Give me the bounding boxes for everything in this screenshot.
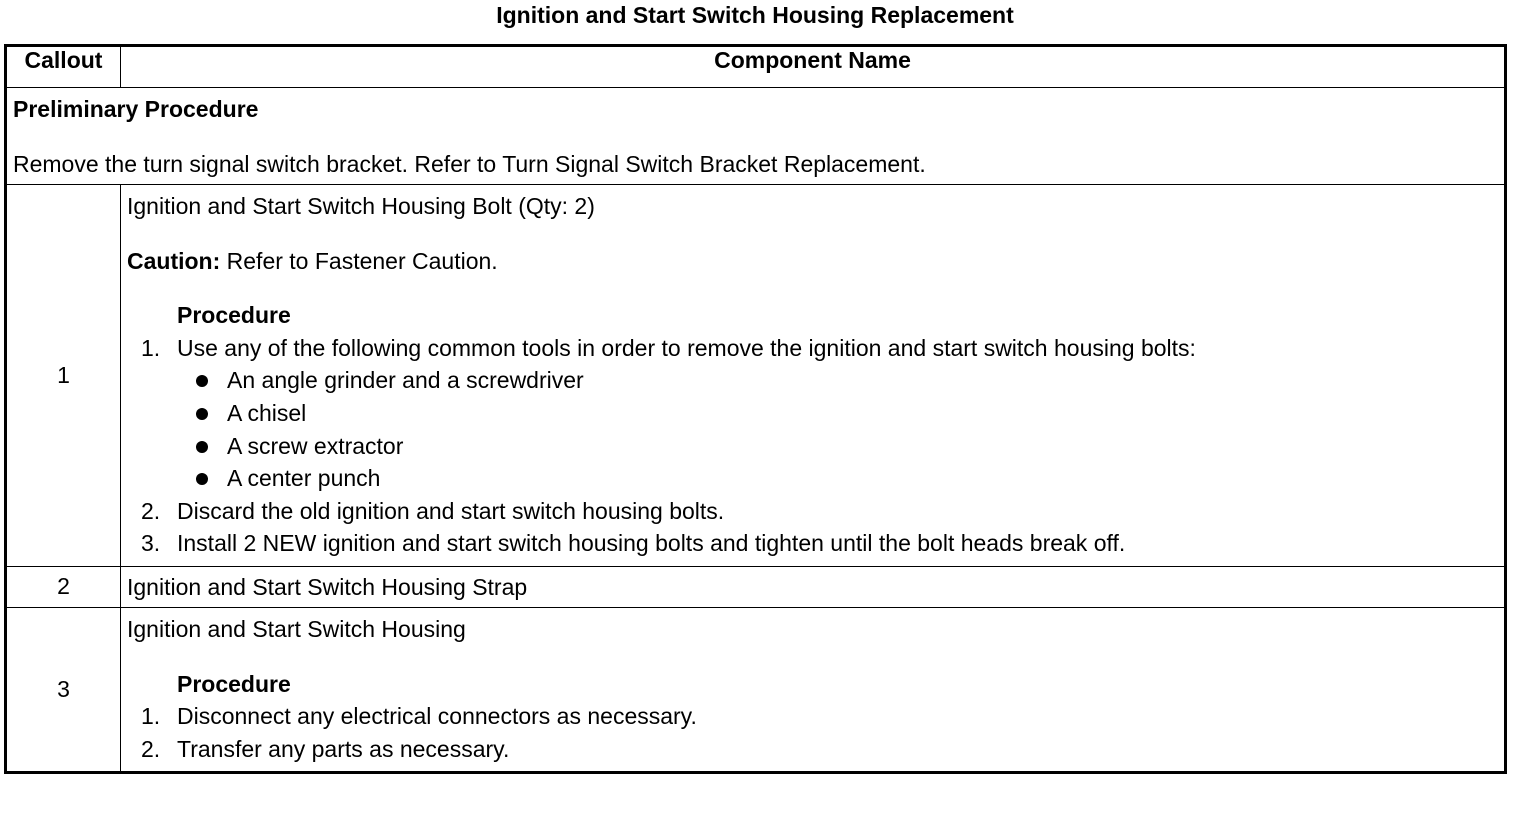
procedure-step: [127, 332, 1498, 495]
procedure-step: [127, 527, 1498, 560]
callout-number: 2: [6, 566, 121, 607]
step-text: Install 2 NEW ignition and start switch housing bolts and tighten until the bolt heads break off.: [177, 530, 1126, 557]
step-number: 1.: [141, 703, 161, 730]
callout-number: 3: [6, 607, 121, 772]
header-callout: Callout: [6, 46, 121, 88]
step-text: Disconnect any electrical connectors as necessary.: [177, 703, 697, 730]
procedure-heading: Procedure: [177, 302, 291, 329]
component-name: Ignition and Start Switch Housing: [127, 615, 466, 642]
step-text: Transfer any parts as necessary.: [177, 735, 510, 762]
list-item: A chisel: [177, 397, 1498, 430]
preliminary-title: Preliminary Procedure: [13, 96, 259, 122]
list-item: A screw extractor: [177, 430, 1498, 463]
table-row: [6, 566, 1506, 607]
component-cell: [121, 607, 1506, 772]
caution-label: Caution:: [127, 247, 221, 274]
procedure-steps: [127, 332, 1498, 560]
procedure-heading: Procedure: [177, 670, 291, 697]
procedure-step: [127, 733, 1498, 766]
preliminary-row: [6, 88, 1506, 185]
step-number: 2.: [141, 735, 161, 762]
step-number: 1.: [141, 334, 161, 361]
step-text: Use any of the following common tools in order to remove the ignition and start switch housing bolts:: [177, 334, 1196, 361]
caution-line: [127, 245, 1498, 278]
callout-number: 1: [6, 185, 121, 567]
document-title: Ignition and Start Switch Housing Replacement: [496, 2, 1014, 28]
table-header-row: [6, 46, 1506, 88]
procedure-step: [127, 495, 1498, 528]
list-item: An angle grinder and a screwdriver: [177, 364, 1498, 397]
component-name: Ignition and Start Switch Housing Bolt (Qty: 2): [127, 193, 595, 219]
component-cell: [121, 185, 1506, 567]
procedure-step: [127, 700, 1498, 733]
list-item: A center punch: [177, 462, 1498, 495]
caution-text: Refer to Fastener Caution.: [220, 247, 498, 274]
step-number: 2.: [141, 497, 161, 524]
tool-list: [177, 364, 1498, 494]
step-text: Discard the old ignition and start switch housing bolts.: [177, 497, 725, 524]
preliminary-text: Remove the turn signal switch bracket. Refer to Turn Signal Switch Bracket Replacement.: [13, 151, 926, 177]
step-number: 3.: [141, 530, 161, 557]
header-component-name: Component Name: [121, 46, 1506, 88]
component-name: Ignition and Start Switch Housing Strap: [121, 566, 1506, 607]
preliminary-cell: [6, 88, 1506, 185]
procedure-steps: [127, 700, 1498, 765]
table-row: [6, 607, 1506, 772]
procedure-table: [4, 44, 1507, 774]
table-row: [6, 185, 1506, 567]
